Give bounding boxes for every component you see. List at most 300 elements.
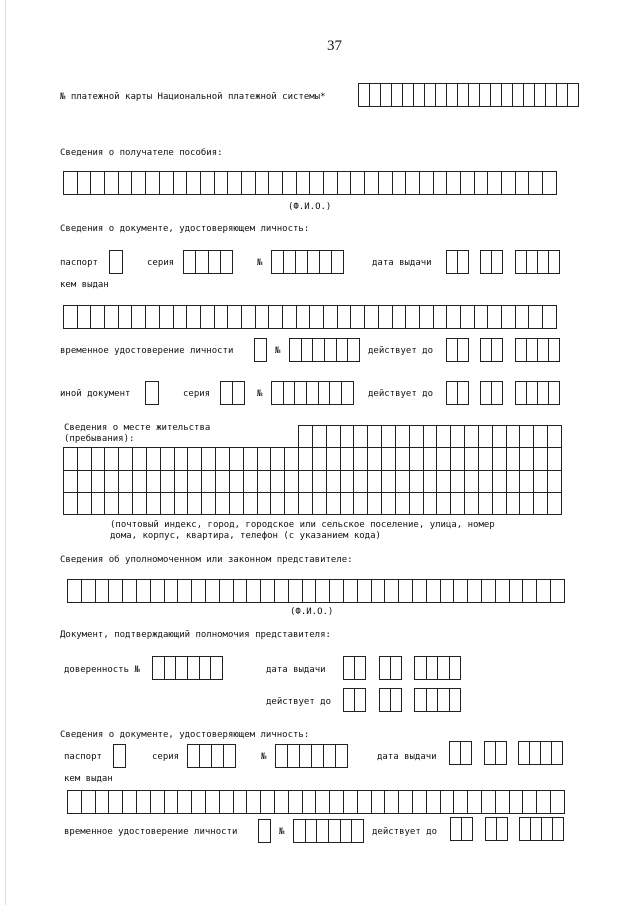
input-cell[interactable] xyxy=(200,744,212,768)
input-cell[interactable] xyxy=(269,171,283,195)
input-cell[interactable] xyxy=(450,656,462,680)
input-cell[interactable] xyxy=(317,819,329,843)
address-cell[interactable] xyxy=(534,470,548,492)
input-cell[interactable] xyxy=(549,250,560,274)
input-cell[interactable] xyxy=(516,250,527,274)
input-cell[interactable] xyxy=(355,656,366,680)
input-cell[interactable] xyxy=(261,790,275,814)
address-cell[interactable] xyxy=(340,448,354,470)
address-cell[interactable] xyxy=(547,426,561,448)
input-cell[interactable] xyxy=(359,83,370,107)
input-cell[interactable] xyxy=(491,83,502,107)
address-cell[interactable] xyxy=(64,448,78,470)
input-cell[interactable] xyxy=(165,656,177,680)
input-cell[interactable] xyxy=(454,579,468,603)
address-cell[interactable] xyxy=(202,492,216,514)
input-cell[interactable] xyxy=(192,790,206,814)
input-cell[interactable] xyxy=(151,790,165,814)
input-cell[interactable] xyxy=(441,579,455,603)
input-cell[interactable] xyxy=(385,790,399,814)
address-cell[interactable] xyxy=(77,492,91,514)
input-cell[interactable] xyxy=(296,250,308,274)
input-cell[interactable] xyxy=(325,338,337,362)
address-cell[interactable] xyxy=(174,492,188,514)
input-cell[interactable] xyxy=(516,381,527,405)
input-cell[interactable] xyxy=(344,656,355,680)
address-cell[interactable] xyxy=(520,426,534,448)
input-cell[interactable] xyxy=(438,656,450,680)
address-cell[interactable] xyxy=(299,426,313,448)
address-cell[interactable] xyxy=(465,448,479,470)
address-cell[interactable] xyxy=(229,470,243,492)
input-cell[interactable] xyxy=(242,171,256,195)
input-cell[interactable] xyxy=(151,579,165,603)
input-cell[interactable] xyxy=(153,656,165,680)
input-cell[interactable] xyxy=(496,741,507,765)
input-cell[interactable] xyxy=(82,790,96,814)
address-cell[interactable] xyxy=(105,448,119,470)
input-cell[interactable] xyxy=(242,305,256,329)
address-cell[interactable] xyxy=(451,492,465,514)
issue-date-month-boxes[interactable] xyxy=(480,250,503,274)
input-cell[interactable] xyxy=(146,305,160,329)
temp-valid-day-boxes[interactable] xyxy=(446,338,469,362)
input-cell[interactable] xyxy=(212,744,224,768)
input-cell[interactable] xyxy=(527,381,538,405)
input-cell[interactable] xyxy=(96,579,110,603)
input-cell[interactable] xyxy=(420,305,434,329)
address-cell[interactable] xyxy=(326,448,340,470)
address-cell[interactable] xyxy=(119,492,133,514)
input-cell[interactable] xyxy=(261,579,275,603)
input-cell[interactable] xyxy=(365,171,379,195)
input-cell[interactable] xyxy=(381,83,392,107)
input-cell[interactable] xyxy=(201,305,215,329)
input-cell[interactable] xyxy=(370,83,381,107)
input-cell[interactable] xyxy=(513,83,524,107)
input-cell[interactable] xyxy=(527,338,538,362)
input-cell[interactable] xyxy=(283,305,297,329)
input-cell[interactable] xyxy=(502,305,516,329)
address-cell[interactable] xyxy=(451,470,465,492)
input-cell[interactable] xyxy=(295,381,307,405)
input-cell[interactable] xyxy=(355,688,366,712)
address-cell[interactable] xyxy=(368,470,382,492)
input-cell[interactable] xyxy=(557,83,568,107)
address-cell[interactable] xyxy=(451,426,465,448)
address-cell[interactable] xyxy=(354,470,368,492)
address-cell[interactable] xyxy=(437,492,451,514)
passport-number-boxes[interactable] xyxy=(271,250,344,274)
input-cell[interactable] xyxy=(341,819,353,843)
input-cell[interactable] xyxy=(427,790,441,814)
address-cell[interactable] xyxy=(174,470,188,492)
authority-issue-year-boxes[interactable] xyxy=(414,656,461,680)
input-cell[interactable] xyxy=(146,381,159,405)
input-cell[interactable] xyxy=(510,790,524,814)
address-cell[interactable] xyxy=(91,448,105,470)
address-cell[interactable] xyxy=(188,448,202,470)
input-cell[interactable] xyxy=(475,171,489,195)
input-cell[interactable] xyxy=(551,790,565,814)
input-cell[interactable] xyxy=(352,819,364,843)
address-cell[interactable] xyxy=(478,470,492,492)
input-cell[interactable] xyxy=(497,817,508,841)
input-cell[interactable] xyxy=(290,338,302,362)
address-cell[interactable] xyxy=(409,470,423,492)
address-cell[interactable] xyxy=(216,470,230,492)
input-cell[interactable] xyxy=(272,381,284,405)
address-cell[interactable] xyxy=(188,492,202,514)
address-cell[interactable] xyxy=(354,492,368,514)
input-cell[interactable] xyxy=(482,579,496,603)
rep-issue-day-boxes[interactable] xyxy=(449,741,472,765)
temp-valid-year-boxes[interactable] xyxy=(515,338,560,362)
input-cell[interactable] xyxy=(276,744,288,768)
input-cell[interactable] xyxy=(392,83,403,107)
input-cell[interactable] xyxy=(283,171,297,195)
address-cell[interactable] xyxy=(229,448,243,470)
input-cell[interactable] xyxy=(372,790,386,814)
card-number-boxes[interactable] xyxy=(358,83,579,107)
input-cell[interactable] xyxy=(538,381,549,405)
input-cell[interactable] xyxy=(516,338,527,362)
address-cell[interactable] xyxy=(395,470,409,492)
input-cell[interactable] xyxy=(406,171,420,195)
address-cell[interactable] xyxy=(382,448,396,470)
input-cell[interactable] xyxy=(468,579,482,603)
representative-fio-boxes[interactable] xyxy=(67,579,565,603)
address-cell[interactable] xyxy=(354,448,368,470)
input-cell[interactable] xyxy=(297,171,311,195)
input-cell[interactable] xyxy=(447,338,458,362)
address-cell[interactable] xyxy=(146,470,160,492)
address-cell[interactable] xyxy=(534,426,548,448)
address-cell[interactable] xyxy=(354,426,368,448)
authority-valid-day-boxes[interactable] xyxy=(343,688,366,712)
address-cell[interactable] xyxy=(534,448,548,470)
address-cell[interactable] xyxy=(64,492,78,514)
input-cell[interactable] xyxy=(123,579,137,603)
other-valid-year-boxes[interactable] xyxy=(515,381,560,405)
address-cell[interactable] xyxy=(368,426,382,448)
address-cell[interactable] xyxy=(91,492,105,514)
address-cell[interactable] xyxy=(437,426,451,448)
address-cell[interactable] xyxy=(437,470,451,492)
input-cell[interactable] xyxy=(64,171,78,195)
input-cell[interactable] xyxy=(187,305,201,329)
input-cell[interactable] xyxy=(247,579,261,603)
input-cell[interactable] xyxy=(330,579,344,603)
address-cell[interactable] xyxy=(423,492,437,514)
other-valid-month-boxes[interactable] xyxy=(480,381,503,405)
input-cell[interactable] xyxy=(344,579,358,603)
input-cell[interactable] xyxy=(516,305,530,329)
input-cell[interactable] xyxy=(176,656,188,680)
address-cell[interactable] xyxy=(285,448,299,470)
temp-id-number-boxes[interactable] xyxy=(289,338,360,362)
input-cell[interactable] xyxy=(549,338,560,362)
input-cell[interactable] xyxy=(351,171,365,195)
input-cell[interactable] xyxy=(178,579,192,603)
input-cell[interactable] xyxy=(234,579,248,603)
input-cell[interactable] xyxy=(468,790,482,814)
input-cell[interactable] xyxy=(146,171,160,195)
address-cell[interactable] xyxy=(285,492,299,514)
input-cell[interactable] xyxy=(527,250,538,274)
input-cell[interactable] xyxy=(275,579,289,603)
address-cell[interactable] xyxy=(340,492,354,514)
other-valid-day-boxes[interactable] xyxy=(446,381,469,405)
issue-date-day-boxes[interactable] xyxy=(446,250,469,274)
input-cell[interactable] xyxy=(259,819,271,843)
input-cell[interactable] xyxy=(215,171,229,195)
address-cell[interactable] xyxy=(188,470,202,492)
input-cell[interactable] xyxy=(488,171,502,195)
address-cell[interactable] xyxy=(340,470,354,492)
input-cell[interactable] xyxy=(420,171,434,195)
power-of-attorney-number-boxes[interactable] xyxy=(152,656,223,680)
authority-issue-month-boxes[interactable] xyxy=(379,656,402,680)
rep-issue-year-boxes[interactable] xyxy=(518,741,563,765)
address-cell[interactable] xyxy=(465,426,479,448)
input-cell[interactable] xyxy=(165,579,179,603)
input-cell[interactable] xyxy=(530,741,541,765)
input-cell[interactable] xyxy=(247,790,261,814)
input-cell[interactable] xyxy=(234,790,248,814)
input-cell[interactable] xyxy=(313,338,325,362)
input-cell[interactable] xyxy=(482,790,496,814)
input-cell[interactable] xyxy=(529,305,543,329)
temp-id-checkbox[interactable] xyxy=(254,338,267,362)
address-cell[interactable] xyxy=(299,470,313,492)
input-cell[interactable] xyxy=(137,790,151,814)
address-cell[interactable] xyxy=(64,470,78,492)
input-cell[interactable] xyxy=(206,579,220,603)
input-cell[interactable] xyxy=(551,579,565,603)
input-cell[interactable] xyxy=(215,305,229,329)
input-cell[interactable] xyxy=(379,171,393,195)
address-cell[interactable] xyxy=(423,426,437,448)
other-doc-series-boxes[interactable] xyxy=(220,381,245,405)
input-cell[interactable] xyxy=(303,790,317,814)
address-cell[interactable] xyxy=(409,448,423,470)
input-cell[interactable] xyxy=(427,656,439,680)
input-cell[interactable] xyxy=(308,250,320,274)
input-cell[interactable] xyxy=(481,381,492,405)
input-cell[interactable] xyxy=(338,171,352,195)
input-cell[interactable] xyxy=(413,579,427,603)
input-cell[interactable] xyxy=(447,171,461,195)
address-cell[interactable] xyxy=(243,448,257,470)
input-cell[interactable] xyxy=(481,250,492,274)
input-cell[interactable] xyxy=(436,83,447,107)
input-cell[interactable] xyxy=(415,688,427,712)
input-cell[interactable] xyxy=(519,741,530,765)
input-cell[interactable] xyxy=(568,83,579,107)
input-cell[interactable] xyxy=(288,744,300,768)
rep-valid-day-boxes[interactable] xyxy=(450,817,473,841)
input-cell[interactable] xyxy=(488,305,502,329)
input-cell[interactable] xyxy=(403,83,414,107)
temp-valid-month-boxes[interactable] xyxy=(480,338,503,362)
input-cell[interactable] xyxy=(502,83,513,107)
input-cell[interactable] xyxy=(391,656,402,680)
input-cell[interactable] xyxy=(406,305,420,329)
input-cell[interactable] xyxy=(188,656,200,680)
address-cell[interactable] xyxy=(257,470,271,492)
input-cell[interactable] xyxy=(316,790,330,814)
input-cell[interactable] xyxy=(450,741,461,765)
input-cell[interactable] xyxy=(196,250,208,274)
input-cell[interactable] xyxy=(330,381,342,405)
input-cell[interactable] xyxy=(553,817,564,841)
input-cell[interactable] xyxy=(458,83,469,107)
address-cell[interactable] xyxy=(119,470,133,492)
input-cell[interactable] xyxy=(307,381,319,405)
address-cell[interactable] xyxy=(299,448,313,470)
input-cell[interactable] xyxy=(228,305,242,329)
input-cell[interactable] xyxy=(425,83,436,107)
input-cell[interactable] xyxy=(458,338,469,362)
input-cell[interactable] xyxy=(206,790,220,814)
address-cell[interactable] xyxy=(478,448,492,470)
input-cell[interactable] xyxy=(524,83,535,107)
input-cell[interactable] xyxy=(546,83,557,107)
recipient-fio-boxes[interactable] xyxy=(63,171,557,195)
input-cell[interactable] xyxy=(188,744,200,768)
address-cell[interactable] xyxy=(271,448,285,470)
input-cell[interactable] xyxy=(119,171,133,195)
address-cell[interactable] xyxy=(243,470,257,492)
input-cell[interactable] xyxy=(485,741,496,765)
input-cell[interactable] xyxy=(284,381,296,405)
input-cell[interactable] xyxy=(303,579,317,603)
input-cell[interactable] xyxy=(114,744,126,768)
input-cell[interactable] xyxy=(475,305,489,329)
input-cell[interactable] xyxy=(538,250,549,274)
address-cell[interactable] xyxy=(395,448,409,470)
input-cell[interactable] xyxy=(68,790,82,814)
input-cell[interactable] xyxy=(447,305,461,329)
address-cell[interactable] xyxy=(119,448,133,470)
input-cell[interactable] xyxy=(414,83,425,107)
address-cell[interactable] xyxy=(506,492,520,514)
input-cell[interactable] xyxy=(165,790,179,814)
input-cell[interactable] xyxy=(132,171,146,195)
address-cell[interactable] xyxy=(216,492,230,514)
input-cell[interactable] xyxy=(201,171,215,195)
input-cell[interactable] xyxy=(297,305,311,329)
input-cell[interactable] xyxy=(312,744,324,768)
input-cell[interactable] xyxy=(537,579,551,603)
input-cell[interactable] xyxy=(399,790,413,814)
input-cell[interactable] xyxy=(289,790,303,814)
address-cell[interactable] xyxy=(465,470,479,492)
address-cell[interactable] xyxy=(506,470,520,492)
input-cell[interactable] xyxy=(461,171,475,195)
input-cell[interactable] xyxy=(319,381,331,405)
address-cell[interactable] xyxy=(437,448,451,470)
issue-date-year-boxes[interactable] xyxy=(515,250,560,274)
authority-valid-month-boxes[interactable] xyxy=(379,688,402,712)
address-cell[interactable] xyxy=(547,448,561,470)
input-cell[interactable] xyxy=(220,790,234,814)
address-cell[interactable] xyxy=(547,470,561,492)
input-cell[interactable] xyxy=(380,688,391,712)
input-cell[interactable] xyxy=(531,817,542,841)
input-cell[interactable] xyxy=(427,688,439,712)
rep-temp-id-checkbox[interactable] xyxy=(258,819,271,843)
input-cell[interactable] xyxy=(289,579,303,603)
rep-issued-by-boxes[interactable] xyxy=(67,790,565,814)
input-cell[interactable] xyxy=(461,305,475,329)
input-cell[interactable] xyxy=(275,790,289,814)
address-cell[interactable] xyxy=(368,448,382,470)
address-cell[interactable] xyxy=(271,492,285,514)
input-cell[interactable] xyxy=(434,171,448,195)
address-cell[interactable] xyxy=(506,426,520,448)
address-cell[interactable] xyxy=(395,426,409,448)
rep-temp-id-number-boxes[interactable] xyxy=(293,819,364,843)
input-cell[interactable] xyxy=(300,744,312,768)
address-cell[interactable] xyxy=(340,426,354,448)
input-cell[interactable] xyxy=(481,338,492,362)
input-cell[interactable] xyxy=(109,579,123,603)
input-cell[interactable] xyxy=(324,305,338,329)
input-cell[interactable] xyxy=(552,741,563,765)
passport-series-boxes[interactable] xyxy=(183,250,233,274)
input-cell[interactable] xyxy=(496,579,510,603)
input-cell[interactable] xyxy=(174,305,188,329)
address-cell[interactable] xyxy=(520,448,534,470)
address-cell[interactable] xyxy=(105,470,119,492)
input-cell[interactable] xyxy=(174,171,188,195)
address-cell[interactable] xyxy=(478,492,492,514)
address-cell[interactable] xyxy=(216,448,230,470)
address-cell[interactable] xyxy=(326,492,340,514)
input-cell[interactable] xyxy=(486,817,497,841)
input-cell[interactable] xyxy=(351,305,365,329)
input-cell[interactable] xyxy=(372,579,386,603)
issued-by-boxes[interactable] xyxy=(63,305,557,329)
input-cell[interactable] xyxy=(123,790,137,814)
input-cell[interactable] xyxy=(538,338,549,362)
input-cell[interactable] xyxy=(469,83,480,107)
input-cell[interactable] xyxy=(324,744,336,768)
passport-checkbox[interactable] xyxy=(109,250,123,274)
input-cell[interactable] xyxy=(492,338,503,362)
input-cell[interactable] xyxy=(344,790,358,814)
address-cell[interactable] xyxy=(368,492,382,514)
input-cell[interactable] xyxy=(543,305,557,329)
input-cell[interactable] xyxy=(160,305,174,329)
address-cell[interactable] xyxy=(547,492,561,514)
input-cell[interactable] xyxy=(78,305,92,329)
address-cell[interactable] xyxy=(174,448,188,470)
rep-issue-month-boxes[interactable] xyxy=(484,741,507,765)
input-cell[interactable] xyxy=(344,688,355,712)
input-cell[interactable] xyxy=(221,381,233,405)
input-cell[interactable] xyxy=(256,305,270,329)
input-cell[interactable] xyxy=(516,171,530,195)
address-cell[interactable] xyxy=(382,426,396,448)
input-cell[interactable] xyxy=(385,579,399,603)
input-cell[interactable] xyxy=(306,819,318,843)
input-cell[interactable] xyxy=(520,817,531,841)
input-cell[interactable] xyxy=(336,744,348,768)
input-cell[interactable] xyxy=(450,688,462,712)
